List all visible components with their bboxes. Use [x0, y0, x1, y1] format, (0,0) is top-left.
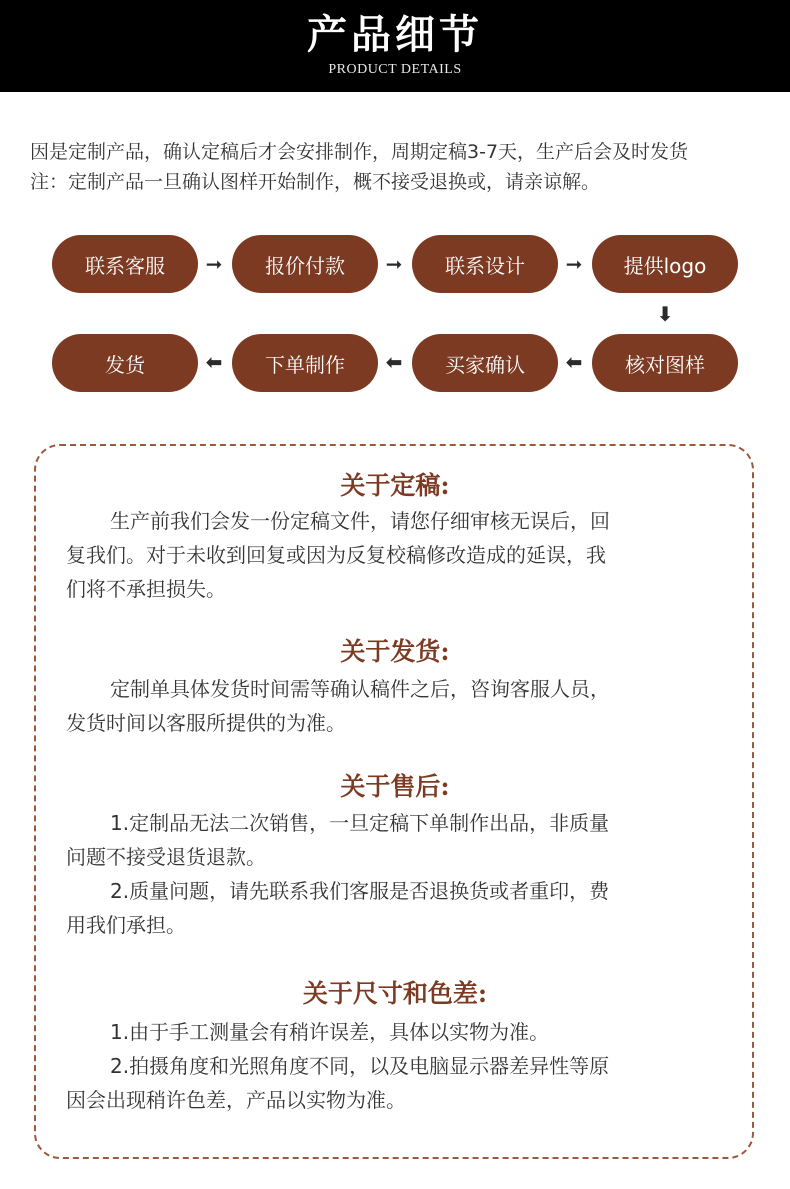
text-line: 1.定制品无法二次销售，一旦定稿下单制作出品，非质量 — [110, 811, 610, 835]
page-subtitle: PRODUCT DETAILS — [328, 62, 462, 77]
section-text-size-color — [66, 1015, 726, 1117]
step-quote-payment: 报价付款 — [232, 235, 378, 293]
intro-text — [30, 137, 770, 197]
arrow-left-icon: ⬅ — [565, 350, 583, 374]
intro-line: 注：定制产品一旦确认图样开始制作，概不接受退换或，请亲谅解。 — [30, 171, 601, 193]
step-order-production: 下单制作 — [232, 334, 378, 392]
text-line: 2.拍摄角度和光照角度不同，以及电脑显示器差异性等原 — [110, 1054, 610, 1078]
arrow-left-icon: ⬅ — [205, 350, 223, 374]
text-line: 因会出现稍许色差，产品以实物为准。 — [66, 1088, 406, 1112]
arrow-right-icon: ➞ — [205, 252, 223, 276]
text-line: 1.由于手工测量会有稍许误差，具体以实物为准。 — [110, 1020, 550, 1044]
text-line: 定制单具体发货时间需等确认稿件之后，咨询客服人员， — [110, 677, 610, 701]
step-ship: 发货 — [52, 334, 198, 392]
text-line: 2.质量问题，请先联系我们客服是否退换货或者重印，费 — [110, 879, 610, 903]
section-title-aftersale: 关于售后: — [340, 772, 450, 801]
step-contact-service: 联系客服 — [52, 235, 198, 293]
text-line: 复我们。对于未收到回复或因为反复校稿修改造成的延误，我 — [66, 543, 606, 567]
text-line: 问题不接受退货退款。 — [66, 845, 266, 869]
section-title-size-color: 关于尺寸和色差: — [302, 979, 488, 1008]
section-text-aftersale — [66, 806, 726, 942]
arrow-right-icon: ➞ — [565, 252, 583, 276]
section-text-draft — [66, 504, 726, 606]
text-line: 发货时间以客服所提供的为准。 — [66, 711, 346, 735]
section-text-shipping — [66, 672, 726, 740]
step-buyer-confirm: 买家确认 — [412, 334, 558, 392]
arrow-down-icon: ⬇ — [656, 302, 674, 326]
arrow-right-icon: ➞ — [385, 252, 403, 276]
section-title-shipping: 关于发货: — [340, 637, 450, 666]
text-line: 生产前我们会发一份定稿文件，请您仔细审核无误后，回 — [110, 509, 610, 533]
text-line: 用我们承担。 — [66, 913, 186, 937]
text-line: 们将不承担损失。 — [66, 577, 226, 601]
page-header — [0, 0, 790, 92]
step-provide-logo: 提供logo — [592, 235, 738, 293]
page-title: 产品细节 — [307, 11, 483, 58]
arrow-left-icon: ⬅ — [385, 350, 403, 374]
intro-line: 因是定制产品，确认定稿后才会安排制作，周期定稿3-7天，生产后会及时发货 — [30, 141, 689, 163]
section-title-draft: 关于定稿: — [340, 471, 450, 500]
step-check-sample: 核对图样 — [592, 334, 738, 392]
step-contact-design: 联系设计 — [412, 235, 558, 293]
